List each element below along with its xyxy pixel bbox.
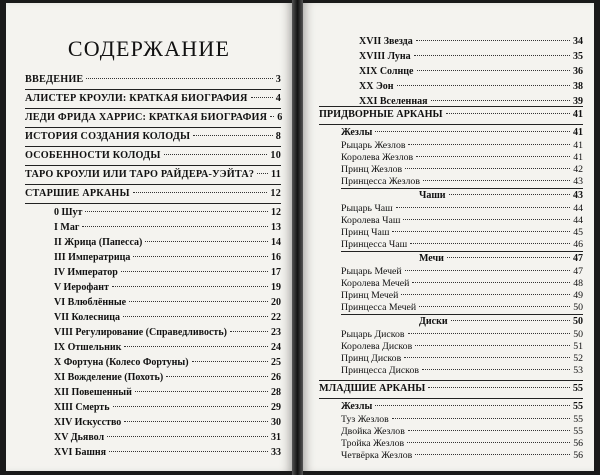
leader-dots	[401, 294, 570, 295]
toc-card-entry	[54, 387, 281, 398]
leader-dots	[166, 376, 268, 377]
leader-dots	[192, 361, 268, 362]
toc-entry	[25, 169, 281, 180]
toc-entry-label: ТАРО КРОУЛИ ИЛИ ТАРО РАЙДЕРА-УЭЙТА?	[25, 169, 255, 180]
card-name: Королева Мечей	[341, 278, 410, 289]
toc-card-entry	[341, 414, 583, 425]
card-page: 48	[573, 278, 583, 289]
toc-suit-heading	[419, 316, 583, 327]
card-name: Рыцарь Дисков	[341, 329, 405, 340]
toc-card-entry	[54, 357, 281, 368]
toc-entry	[25, 150, 281, 161]
toc-card-entry	[54, 432, 281, 443]
card-name: Королева Чаш	[341, 215, 401, 226]
toc-card-entry	[54, 297, 281, 308]
card-page: 45	[573, 227, 583, 238]
card-name: III Императрица	[54, 252, 131, 263]
card-name: X Фортуна (Колесо Фортуны)	[54, 357, 189, 368]
leader-dots	[408, 333, 571, 334]
card-page: 44	[573, 203, 583, 214]
toc-card-entry	[341, 341, 583, 352]
toc-suit-heading	[341, 127, 583, 138]
card-name: XVII Звезда	[359, 36, 413, 47]
toc-card-entry	[341, 152, 583, 163]
leader-dots	[164, 154, 268, 155]
toc-card-entry	[54, 417, 281, 428]
card-page: 24	[271, 342, 281, 353]
card-name: XIX Солнце	[359, 66, 414, 77]
leader-dots	[428, 387, 570, 388]
leader-dots	[415, 454, 570, 455]
leader-dots	[112, 286, 268, 287]
card-name: II Жрица (Папесса)	[54, 237, 143, 248]
card-name: VI Влюблённые	[54, 297, 127, 308]
card-name: XX Эон	[359, 81, 394, 92]
card-name: XVIII Луна	[359, 51, 411, 62]
card-page: 25	[271, 357, 281, 368]
leader-dots	[230, 331, 268, 332]
toc-card-entry	[341, 278, 583, 289]
card-page: 49	[573, 290, 583, 301]
book-gutter	[292, 0, 303, 475]
toc-card-entry	[54, 447, 281, 458]
toc-card-entry	[54, 282, 281, 293]
toc-card-entry	[54, 237, 281, 248]
card-page: 53	[573, 365, 583, 376]
card-page: 39	[573, 96, 583, 107]
card-name: XII Повешенный	[54, 387, 132, 398]
leader-dots	[396, 207, 571, 208]
card-page: 14	[271, 237, 281, 248]
toc-card-entry	[54, 312, 281, 323]
toc-card-entry	[341, 426, 583, 437]
card-page: 51	[573, 341, 583, 352]
card-page: 41	[573, 140, 583, 151]
leader-dots	[124, 346, 268, 347]
section-title: МЛАДШИЕ АРКАНЫ	[319, 383, 426, 394]
toc-card-entry	[54, 342, 281, 353]
toc-card-entry	[341, 266, 583, 277]
toc-card-entry	[341, 450, 583, 461]
leader-dots	[123, 316, 268, 317]
card-page: 50	[573, 329, 583, 340]
leader-dots	[422, 369, 570, 370]
card-page: 43	[573, 176, 583, 187]
page-title: СОДЕРЖАНИЕ	[67, 36, 231, 61]
toc-card-entry	[341, 329, 583, 340]
leader-dots	[414, 55, 570, 56]
toc-entry-label: ОСОБЕННОСТИ КОЛОДЫ	[25, 150, 161, 161]
card-name: V Иерофант	[54, 282, 109, 293]
toc-card-entry	[54, 402, 281, 413]
divider	[319, 124, 583, 125]
card-page: 38	[573, 81, 583, 92]
suit-page: 55	[573, 401, 583, 412]
toc-card-entry	[341, 215, 583, 226]
card-name: Четвёрка Жезлов	[341, 450, 413, 461]
leader-dots	[392, 231, 570, 232]
toc-entry-page: 12	[270, 188, 281, 199]
card-name: Туз Жезлов	[341, 414, 389, 425]
toc-section-heading	[319, 109, 583, 120]
leader-dots	[417, 70, 571, 71]
toc-card-entry	[341, 164, 583, 175]
toc-card-entry	[54, 252, 281, 263]
divider	[25, 165, 281, 166]
card-page: 52	[573, 353, 583, 364]
toc-entry-page: 6	[277, 112, 283, 123]
leader-dots	[392, 418, 570, 419]
toc-card-entry	[341, 290, 583, 301]
card-page: 28	[271, 387, 281, 398]
toc-suit-heading	[419, 253, 583, 264]
leader-dots	[82, 226, 268, 227]
leader-dots	[431, 100, 571, 101]
leader-dots	[270, 116, 274, 117]
divider	[319, 106, 583, 107]
toc-card-entry	[341, 365, 583, 376]
card-name: XIII Смерть	[54, 402, 110, 413]
card-name: Принц Жезлов	[341, 164, 403, 175]
leader-dots	[447, 257, 570, 258]
card-name: Принц Мечей	[341, 290, 399, 301]
leader-dots	[375, 131, 570, 132]
card-page: 42	[573, 164, 583, 175]
leader-dots	[412, 282, 570, 283]
toc-suit-heading	[419, 190, 583, 201]
card-name: XI Вожделение (Похоть)	[54, 372, 164, 383]
card-page: 20	[271, 297, 281, 308]
toc-entry-label: ИСТОРИЯ СОЗДАНИЯ КОЛОДЫ	[25, 131, 191, 142]
toc-card-entry	[54, 372, 281, 383]
leader-dots	[145, 241, 268, 242]
divider	[319, 398, 583, 399]
leader-dots	[135, 391, 268, 392]
toc-card-entry	[341, 239, 583, 250]
toc-suit-heading	[341, 401, 583, 412]
leader-dots	[86, 78, 272, 79]
suit-page: 50	[573, 316, 583, 327]
divider	[341, 188, 583, 189]
card-page: 22	[271, 312, 281, 323]
leader-dots	[449, 194, 570, 195]
leader-dots	[85, 211, 268, 212]
leader-dots	[109, 451, 268, 452]
card-name: Королева Жезлов	[341, 152, 414, 163]
toc-card-entry	[359, 66, 583, 77]
card-page: 50	[573, 302, 583, 313]
toc-entry-label: ВВЕДЕНИЕ	[25, 74, 84, 85]
card-page: 56	[573, 450, 583, 461]
leader-dots	[408, 430, 570, 431]
card-page: 26	[271, 372, 281, 383]
toc-card-entry	[359, 51, 583, 62]
toc-card-entry	[341, 140, 583, 151]
divider	[25, 146, 281, 147]
card-name: XVI Башня	[54, 447, 107, 458]
card-page: 55	[573, 426, 583, 437]
toc-entry	[25, 131, 281, 142]
toc-card-entry	[359, 36, 583, 47]
leader-dots	[257, 173, 268, 174]
card-page: 29	[271, 402, 281, 413]
toc-card-entry	[54, 207, 281, 218]
divider	[25, 89, 281, 90]
card-page: 47	[573, 266, 583, 277]
card-page: 17	[271, 267, 281, 278]
toc-card-entry	[341, 438, 583, 449]
card-name: XV Дьявол	[54, 432, 105, 443]
card-page: 33	[271, 447, 281, 458]
card-page: 30	[271, 417, 281, 428]
suit-name: Жезлы	[341, 401, 373, 412]
divider	[341, 251, 583, 252]
leader-dots	[124, 421, 268, 422]
section-page: 41	[572, 109, 583, 120]
leader-dots	[397, 85, 571, 86]
card-name: Рыцарь Жезлов	[341, 140, 406, 151]
card-page: 12	[271, 207, 281, 218]
toc-card-entry	[54, 267, 281, 278]
divider	[319, 380, 583, 381]
toc-card-entry	[341, 353, 583, 364]
section-title: ПРИДВОРНЫЕ АРКАНЫ	[319, 109, 443, 120]
card-page: 19	[271, 282, 281, 293]
toc-card-entry	[341, 176, 583, 187]
suit-page: 43	[573, 190, 583, 201]
leader-dots	[405, 168, 570, 169]
card-page: 16	[271, 252, 281, 263]
toc-entry-label: АЛИСТЕР КРОУЛИ: КРАТКАЯ БИОГРАФИЯ	[25, 93, 248, 104]
left-page	[6, 3, 292, 471]
card-name: Принцесса Дисков	[341, 365, 419, 376]
suit-name: Чаши	[419, 190, 446, 201]
card-name: Рыцарь Чаш	[341, 203, 393, 214]
leader-dots	[121, 271, 268, 272]
leader-dots	[416, 156, 570, 157]
card-name: VII Колесница	[54, 312, 121, 323]
card-name: Принцесса Мечей	[341, 302, 417, 313]
divider	[25, 127, 281, 128]
leader-dots	[446, 113, 570, 114]
toc-entry-label: ЛЕДИ ФРИДА ХАРРИС: КРАТКАЯ БИОГРАФИЯ	[25, 112, 268, 123]
leader-dots	[129, 301, 268, 302]
toc-entry-page: 8	[275, 131, 281, 142]
toc-entry-page: 3	[275, 74, 281, 85]
leader-dots	[193, 135, 272, 136]
card-name: Принц Чаш	[341, 227, 390, 238]
card-name: IX Отшельник	[54, 342, 122, 353]
toc-entry-page: 4	[275, 93, 281, 104]
divider	[341, 314, 583, 315]
leader-dots	[113, 406, 269, 407]
card-name: Рыцарь Мечей	[341, 266, 402, 277]
toc-card-entry	[54, 222, 281, 233]
toc-entry-label: СТАРШИЕ АРКАНЫ	[25, 188, 130, 199]
leader-dots	[407, 442, 570, 443]
toc-card-entry	[54, 327, 281, 338]
card-page: 34	[573, 36, 583, 47]
right-page	[303, 3, 594, 471]
toc-section-heading	[25, 188, 281, 199]
card-name: Двойка Жезлов	[341, 426, 405, 437]
leader-dots	[410, 243, 570, 244]
card-name: 0 Шут	[54, 207, 83, 218]
leader-dots	[107, 436, 268, 437]
leader-dots	[451, 320, 570, 321]
suit-name: Мечи	[419, 253, 444, 264]
toc-entry	[25, 74, 281, 85]
card-page: 56	[573, 438, 583, 449]
card-page: 44	[573, 215, 583, 226]
card-name: XXI Вселенная	[359, 96, 428, 107]
card-name: Принц Дисков	[341, 353, 402, 364]
divider	[25, 203, 281, 204]
leader-dots	[423, 180, 570, 181]
card-page: 41	[573, 152, 583, 163]
toc-card-entry	[341, 302, 583, 313]
card-page: 13	[271, 222, 281, 233]
leader-dots	[251, 97, 273, 98]
leader-dots	[416, 40, 570, 41]
leader-dots	[403, 219, 570, 220]
leader-dots	[133, 192, 268, 193]
card-name: Королева Дисков	[341, 341, 413, 352]
toc-entry	[25, 112, 281, 123]
card-page: 35	[573, 51, 583, 62]
card-name: XIV Искусство	[54, 417, 122, 428]
leader-dots	[415, 345, 570, 346]
suit-page: 41	[573, 127, 583, 138]
card-name: I Маг	[54, 222, 80, 233]
leader-dots	[133, 256, 268, 257]
section-page: 55	[572, 383, 583, 394]
suit-name: Жезлы	[341, 127, 373, 138]
card-page: 36	[573, 66, 583, 77]
leader-dots	[375, 405, 570, 406]
card-name: Принцесса Чаш	[341, 239, 408, 250]
divider	[25, 108, 281, 109]
toc-entry	[25, 93, 281, 104]
card-page: 55	[573, 414, 583, 425]
card-page: 31	[271, 432, 281, 443]
leader-dots	[404, 357, 570, 358]
card-name: Принцесса Жезлов	[341, 176, 420, 187]
toc-section-heading	[319, 383, 583, 394]
card-name: VIII Регулирование (Справедливость)	[54, 327, 227, 338]
leader-dots	[405, 270, 571, 271]
card-page: 23	[271, 327, 281, 338]
card-name: IV Император	[54, 267, 118, 278]
toc-card-entry	[359, 81, 583, 92]
toc-card-entry	[341, 227, 583, 238]
toc-card-entry	[341, 203, 583, 214]
card-page: 46	[573, 239, 583, 250]
toc-entry-page: 10	[270, 150, 281, 161]
card-name: Тройка Жезлов	[341, 438, 405, 449]
suit-name: Диски	[419, 316, 448, 327]
suit-page: 47	[573, 253, 583, 264]
divider	[25, 184, 281, 185]
toc-entry-page: 11	[270, 169, 281, 180]
leader-dots	[419, 306, 570, 307]
leader-dots	[408, 144, 570, 145]
